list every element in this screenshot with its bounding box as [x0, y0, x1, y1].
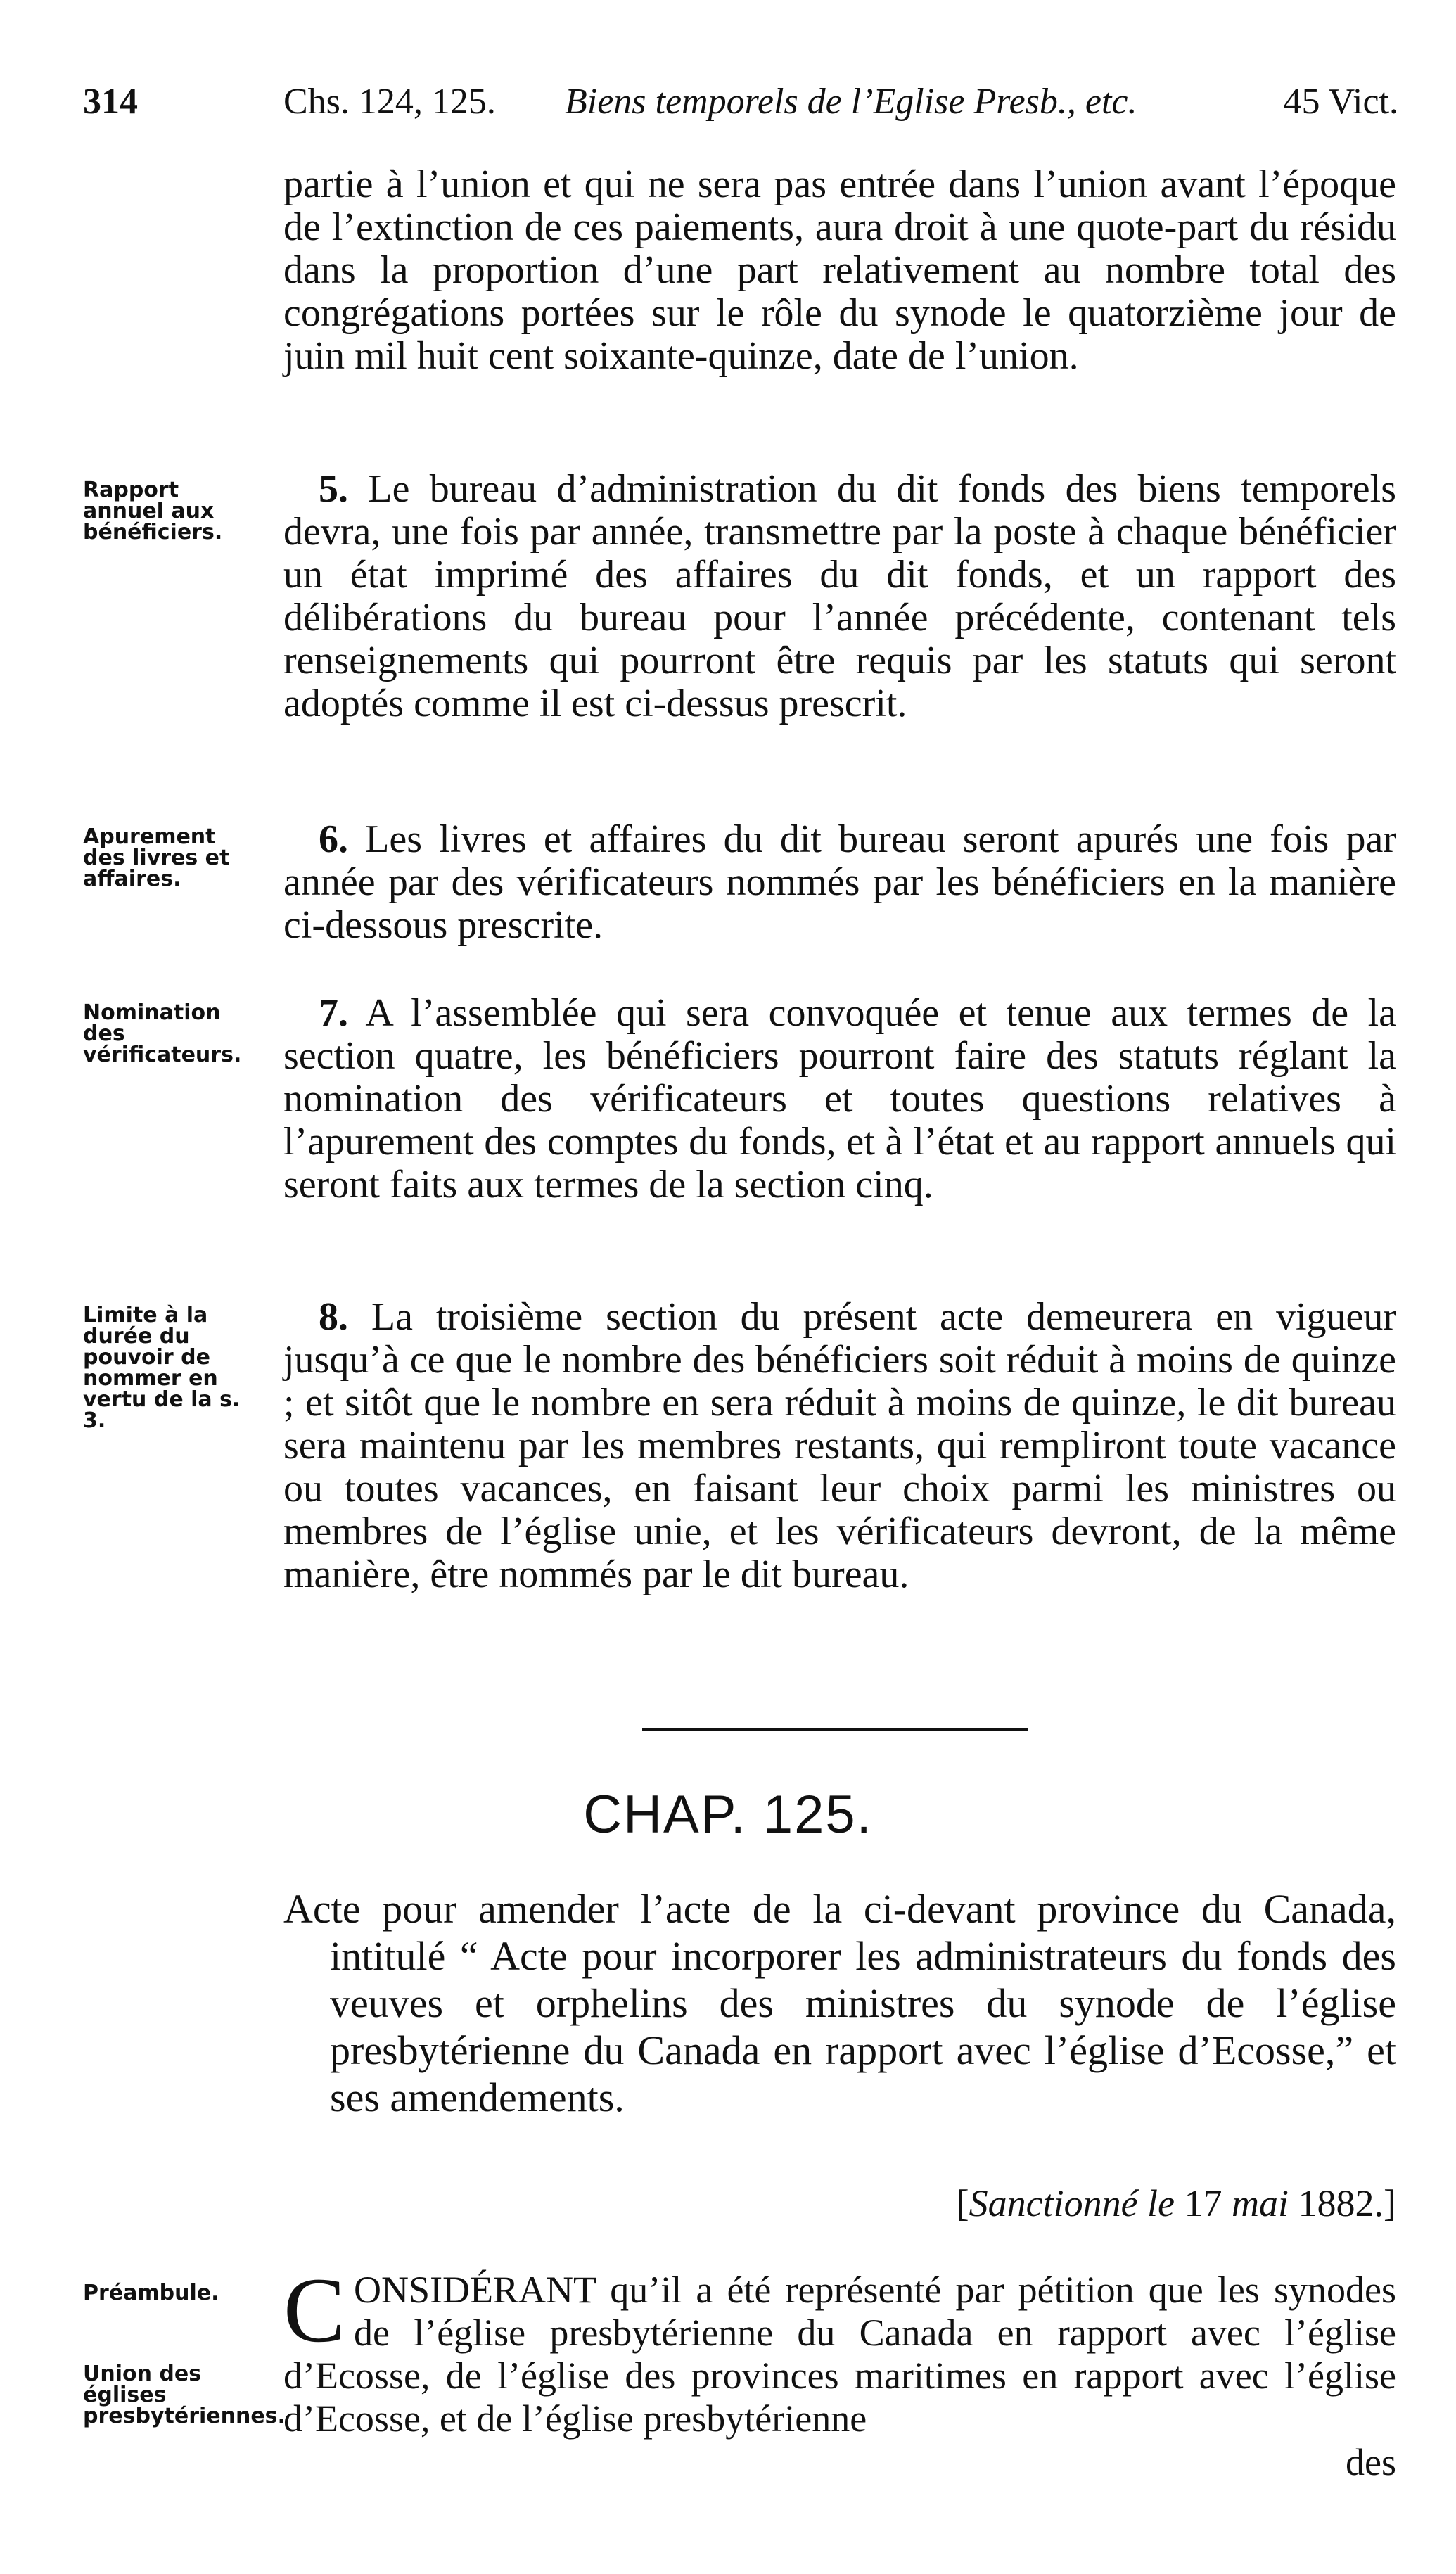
section-number: 8.: [319, 1295, 348, 1339]
margin-note-nomination: Nomination des vérificateurs.: [83, 1000, 242, 1067]
margin-note-rapport: Rapport annuel aux bénéficiers.: [83, 478, 223, 544]
preamble-lead: ONSIDÉRANT: [354, 2269, 596, 2311]
sanction-month: mai: [1232, 2182, 1289, 2224]
section-number: 5.: [319, 467, 348, 511]
sanction-year: 1882.]: [1298, 2182, 1396, 2224]
chapter-numbers: Chs. 124, 125.: [283, 82, 496, 122]
running-title: Biens temporels de l’Eglise Presb., etc.: [565, 82, 1137, 122]
running-header: [83, 77, 1398, 127]
sanction-date: [957, 2181, 1396, 2226]
preamble-text: qu’il a été représenté par pétition que les synodes de l’église presbytérienne du Canada en rapport avec l’église d’Ecosse, de l’église des provinces maritimes en rapport avec l’église d’Ecosse, et de l’église presbytérienne: [283, 2269, 1396, 2440]
sanction-day: 17: [1184, 2182, 1222, 2224]
section-text: Les livres et affaires du dit bureau seront apurés une fois par année par des vérificateurs nommés par les bénéficiers en la manière ci-dessous prescrite.: [283, 817, 1396, 947]
chapter-heading: CHAP. 125.: [583, 1785, 873, 1845]
section-8: [283, 1296, 1396, 1596]
margin-note-preambule: Préambule.: [83, 2281, 219, 2305]
continuation-paragraph: partie à l’union et qui ne sera pas entrée dans l’union avant l’époque de l’extinction de ces paiements, aura droit à une quote-part du résidu dans la proportion d’une part relativement au nombre total des congrégations portées sur le rôle du synode le quatorzième jour de juin mil huit cent soixante-quinze, date de l’union.: [283, 163, 1396, 378]
section-text: Le bureau d’administration du dit fonds des biens temporels devra, une fois par année, transmettre par la poste à chaque bénéficier un état imprimé des affaires du dit fonds, et un rapport des délibérations du bureau pour l’année précédente, contenant tels renseignements qui pourront être requis par les statuts qui seront adoptés comme il est ci-dessus prescrit.: [283, 467, 1396, 725]
sanction-bracket: [: [956, 2182, 969, 2224]
margin-note-limite: Limite à la durée du pouvoir de nommer en vertu de la s. 3.: [83, 1303, 241, 1433]
section-number: 6.: [319, 817, 348, 861]
section-7: [283, 992, 1396, 1206]
preamble-paragraph: [283, 2258, 1396, 2440]
section-5: [283, 468, 1396, 725]
margin-note-union: Union des églises presbytériennes.: [83, 2362, 286, 2428]
page-number: 314: [83, 82, 138, 122]
act-title: Acte pour amender l’acte de la ci-devant province du Canada, intitulé “ Acte pour incorporer les administrateurs du fonds des veuves et orphelins des ministres du synode de l’église presbytérienne du Canada en rapport avec l’église d’Ecosse,” et ses amendements.: [283, 1886, 1396, 2120]
chapter-divider: [642, 1728, 1028, 1731]
section-6: [283, 818, 1396, 947]
regnal-year: 45 Vict.: [1283, 82, 1398, 122]
section-text: La troisième section du présent acte demeurera en vigueur jusqu’à ce que le nombre des bénéficiers soit réduit à moins de quinze ; et sitôt que le nombre en sera réduit à moins de quinze, le dit bureau sera maintenu par les membres restants, qui rempliront toute vacance ou toutes vacances, en faisant leur choix parmi les ministres ou membres de l’église unie, et les vérificateurs devront, de la même manière, être nommés par le dit bureau.: [283, 1295, 1397, 1596]
drop-cap: C: [283, 2258, 346, 2362]
section-number: 7.: [319, 991, 348, 1035]
sanction-label: Sanctionné le: [969, 2182, 1175, 2224]
catchword: des: [1346, 2441, 1396, 2483]
margin-note-apurement: Apurement des livres et affaires.: [83, 824, 230, 891]
section-text: A l’assemblée qui sera convoquée et tenue aux termes de la section quatre, les bénéficiers pourront faire des statuts réglant la nomination des vérificateurs et toutes questions relatives à l’apurement des comptes du fonds, et à l’état et au rapport annuels qui seront faits aux termes de la section cinq.: [283, 991, 1396, 1206]
